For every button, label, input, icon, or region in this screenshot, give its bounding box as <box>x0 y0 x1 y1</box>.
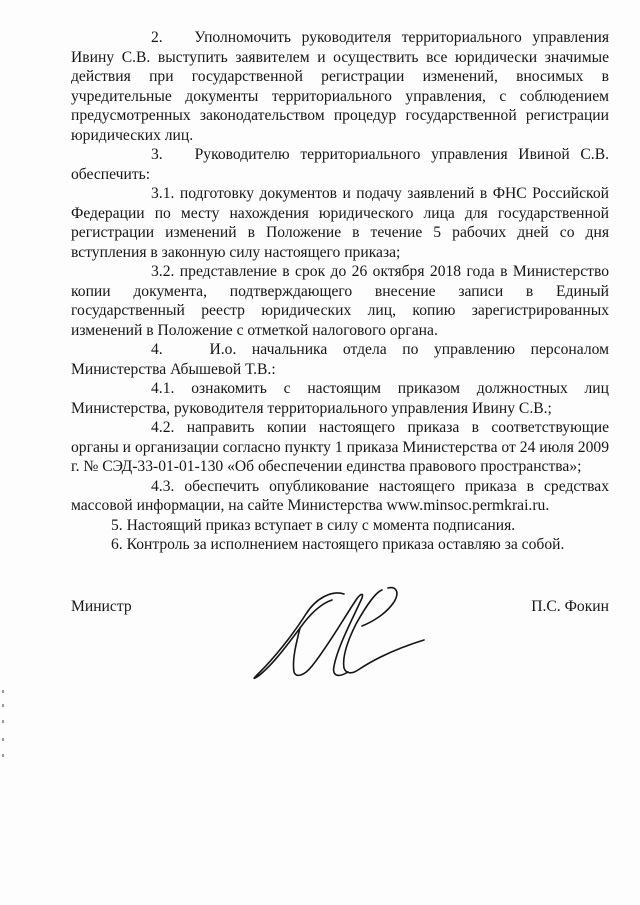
paragraph-number: 3. <box>151 146 163 163</box>
paragraph-number: 4.3. <box>151 477 175 495</box>
paragraph-text: Уполномочить руководителя территориального управления Ивину С.В. выступить заявителем и осуществить все юридически значимые действия при государственной регистрации изменений, вносимых в учредительные документы территориального управления, с соблюдением предусмотренных законодательством процедур государственной регистрации юридических лиц. <box>71 29 609 144</box>
paragraph-4 <box>71 340 609 379</box>
paragraph-text: Контроль за исполнением настоящего приказа оставляю за собой. <box>126 536 565 553</box>
paragraph-5 <box>71 516 609 536</box>
paragraph-number: 4. <box>151 341 163 358</box>
paragraph-3-2 <box>71 262 609 340</box>
paragraph-number: 3.2. <box>151 263 175 280</box>
paragraph-number: 3.1. <box>151 185 175 202</box>
paragraph-text: Руководителю территориального управления Ивиной С.В. обеспечить: <box>71 146 609 183</box>
scan-edge-marks <box>2 690 5 760</box>
paragraph-3-1 <box>71 184 609 262</box>
handwritten-signature <box>248 584 428 684</box>
paragraph-number: 4.2. <box>151 419 175 436</box>
signer-name: П.С. Фокин <box>531 598 609 615</box>
paragraph-text: И.о. начальника отдела по управлению персоналом Министерства Абышевой Т.В.: <box>71 341 609 378</box>
paragraph-4-2 <box>71 418 609 477</box>
paragraph-number: 4.1. <box>151 380 175 397</box>
signer-title: Министр <box>71 598 132 615</box>
paragraph-4-1 <box>71 379 609 418</box>
paragraph-text: подготовку документов и подачу заявлений в ФНС Российской Федерации по месту нахождения юридического лица для государственной регистрации изменений в Положение в течение 5 рабочих дней со дня вступления в законную силу настоящего приказа; <box>71 185 609 261</box>
paragraph-2 <box>71 28 609 145</box>
paragraph-text: обеспечить опубликование настоящего приказа в средствах массовой информации, на сайте Министерства www.minsoc.permkrai.ru. <box>71 477 609 514</box>
order-body <box>71 28 609 555</box>
paragraph-6 <box>71 535 609 555</box>
paragraph-number: 2. <box>151 29 163 46</box>
paragraph-number: 6. <box>111 536 123 553</box>
paragraph-text: направить копии настоящего приказа в соответствующие органы и организации согласно пункту 1 приказа Министерства от 24 июля 2009 г. № СЭД-33-01-01-130 «Об обеспечении единства правового пространства»; <box>71 419 609 475</box>
paragraph-number: 5. <box>111 516 123 534</box>
paragraph-text: представление в срок до 26 октября 2018 года в Министерство копии документа, подтверждающего внесение записи в Единый государственный реестр юридических лиц, копию зарегистрированных изменений в Положение с отметкой налогового органа. <box>71 263 609 339</box>
paragraph-text: ознакомить с настоящим приказом должностных лиц Министерства, руководителя территориального управления Ивину С.В.; <box>71 380 609 417</box>
paragraph-3 <box>71 145 609 184</box>
paragraph-4-3 <box>71 477 609 516</box>
paragraph-text: Настоящий приказ вступает в силу с момента подписания. <box>126 516 516 534</box>
